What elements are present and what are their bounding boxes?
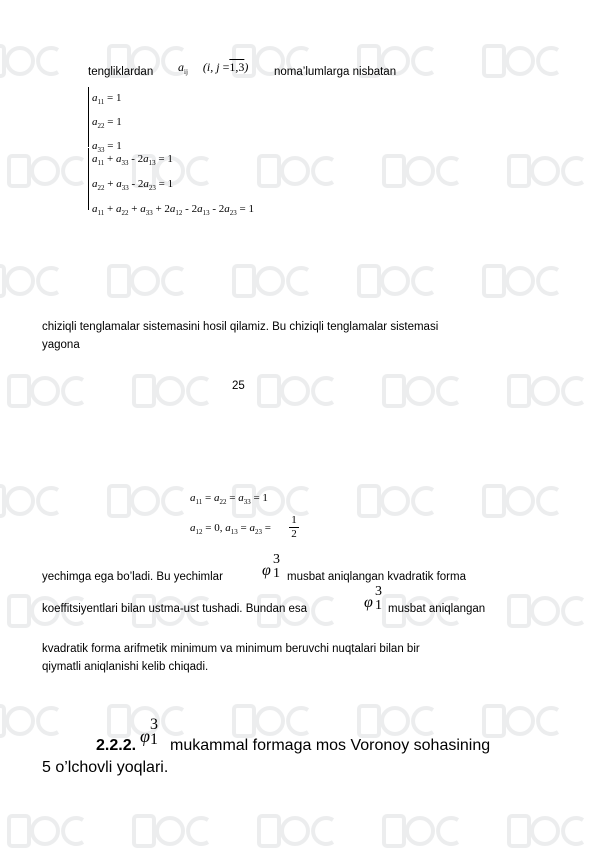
section-title-line-2: 5 o’lchovli yoqlari. [42, 759, 169, 776]
doc-logo-icon [355, 480, 445, 524]
paragraph-2-line-2b: musbat aniqlangan [388, 603, 486, 615]
doc-logo-icon [5, 810, 95, 854]
paragraph-2-line-4: qiymatli aniqlanishi kelib chiqadi. [42, 661, 209, 673]
paragraph-1-line-2: yagona [42, 339, 80, 351]
doc-logo-icon [5, 370, 95, 414]
doc-logo-icon [230, 260, 320, 304]
doc-logo-icon [355, 260, 445, 304]
doc-logo-icon [505, 810, 595, 854]
aij-formula: $a_{ij}$ (i, j =1,3) [178, 60, 249, 76]
doc-logo-icon [130, 370, 220, 414]
doc-logo-icon [480, 480, 570, 524]
doc-logo-icon [480, 700, 570, 744]
doc-logo-icon [0, 40, 70, 84]
doc-logo-icon [505, 590, 595, 634]
system-brace [88, 87, 89, 147]
intro-text: tengliklardan [88, 66, 154, 78]
phi-symbol-heading: φ 3 1 [140, 716, 158, 748]
doc-logo-icon [380, 810, 470, 854]
doc-logo-icon [255, 150, 345, 194]
doc-logo-icon [380, 150, 470, 194]
paragraph-2-line-1a: yechimga ega bo’ladi. Bu yechimlar [42, 571, 223, 583]
doc-logo-icon [255, 370, 345, 414]
system-brace-2 [88, 148, 89, 210]
doc-logo-icon [105, 260, 195, 304]
doc-logo-icon [505, 370, 595, 414]
page-number: 25 [232, 380, 245, 392]
paragraph-2-line-2a: koeffitsiyentlari bilan ustma-ust tushadi. Bundan esa [42, 603, 308, 615]
doc-logo-icon [480, 260, 570, 304]
intro-text-after: noma’lumlarga nisbatan [274, 66, 397, 78]
system-1: $a_{11} = 1$ $a_{22} = 1$ $a_{33} = 1$ [92, 92, 122, 154]
doc-logo-icon [0, 700, 70, 744]
solution-row-2: $a_{12} = 0$, $a_{13} = a_{23}$ = [190, 522, 271, 536]
doc-logo-icon [105, 480, 195, 524]
doc-logo-icon [505, 150, 595, 194]
paragraph-2-line-1b: musbat aniqlangan kvadratik forma [287, 571, 466, 583]
doc-logo-icon [0, 480, 70, 524]
doc-logo-icon [130, 810, 220, 854]
phi-symbol: φ 3 1 [262, 552, 280, 581]
paragraph-2-line-3: kvadratik forma arifmetik minimum va minimum beruvchi nuqtalari bilan bir [42, 643, 420, 655]
doc-logo-icon [0, 260, 70, 304]
system-2: $a_{11} + a_{33} - 2a_{13} = 1$ $a_{22} + a_{33} - 2a_{23} = 1$ $a_{11} + a_{22} + a_{33} + 2a_{12} - 2a_{13} - 2a_{23} = 1$ [92, 153, 254, 217]
paragraph-1-line-1: chiziqli tenglamalar sistemasini hosil qilamiz. Bu chiziqli tenglamalar sistemasi [42, 321, 439, 333]
fraction-one-half: 1 2 [289, 514, 299, 541]
doc-logo-icon [380, 370, 470, 414]
section-title: mukammal formaga mos Voronoy sohasining [170, 737, 491, 754]
section-number: 2.2.2. [96, 737, 137, 754]
doc-logo-icon [480, 40, 570, 84]
doc-logo-icon [255, 810, 345, 854]
phi-symbol-2: φ 3 1 [364, 584, 382, 613]
doc-logo-icon [5, 150, 95, 194]
solution-row-1: $a_{11} = a_{22} = a_{33} = 1$ [190, 492, 268, 506]
